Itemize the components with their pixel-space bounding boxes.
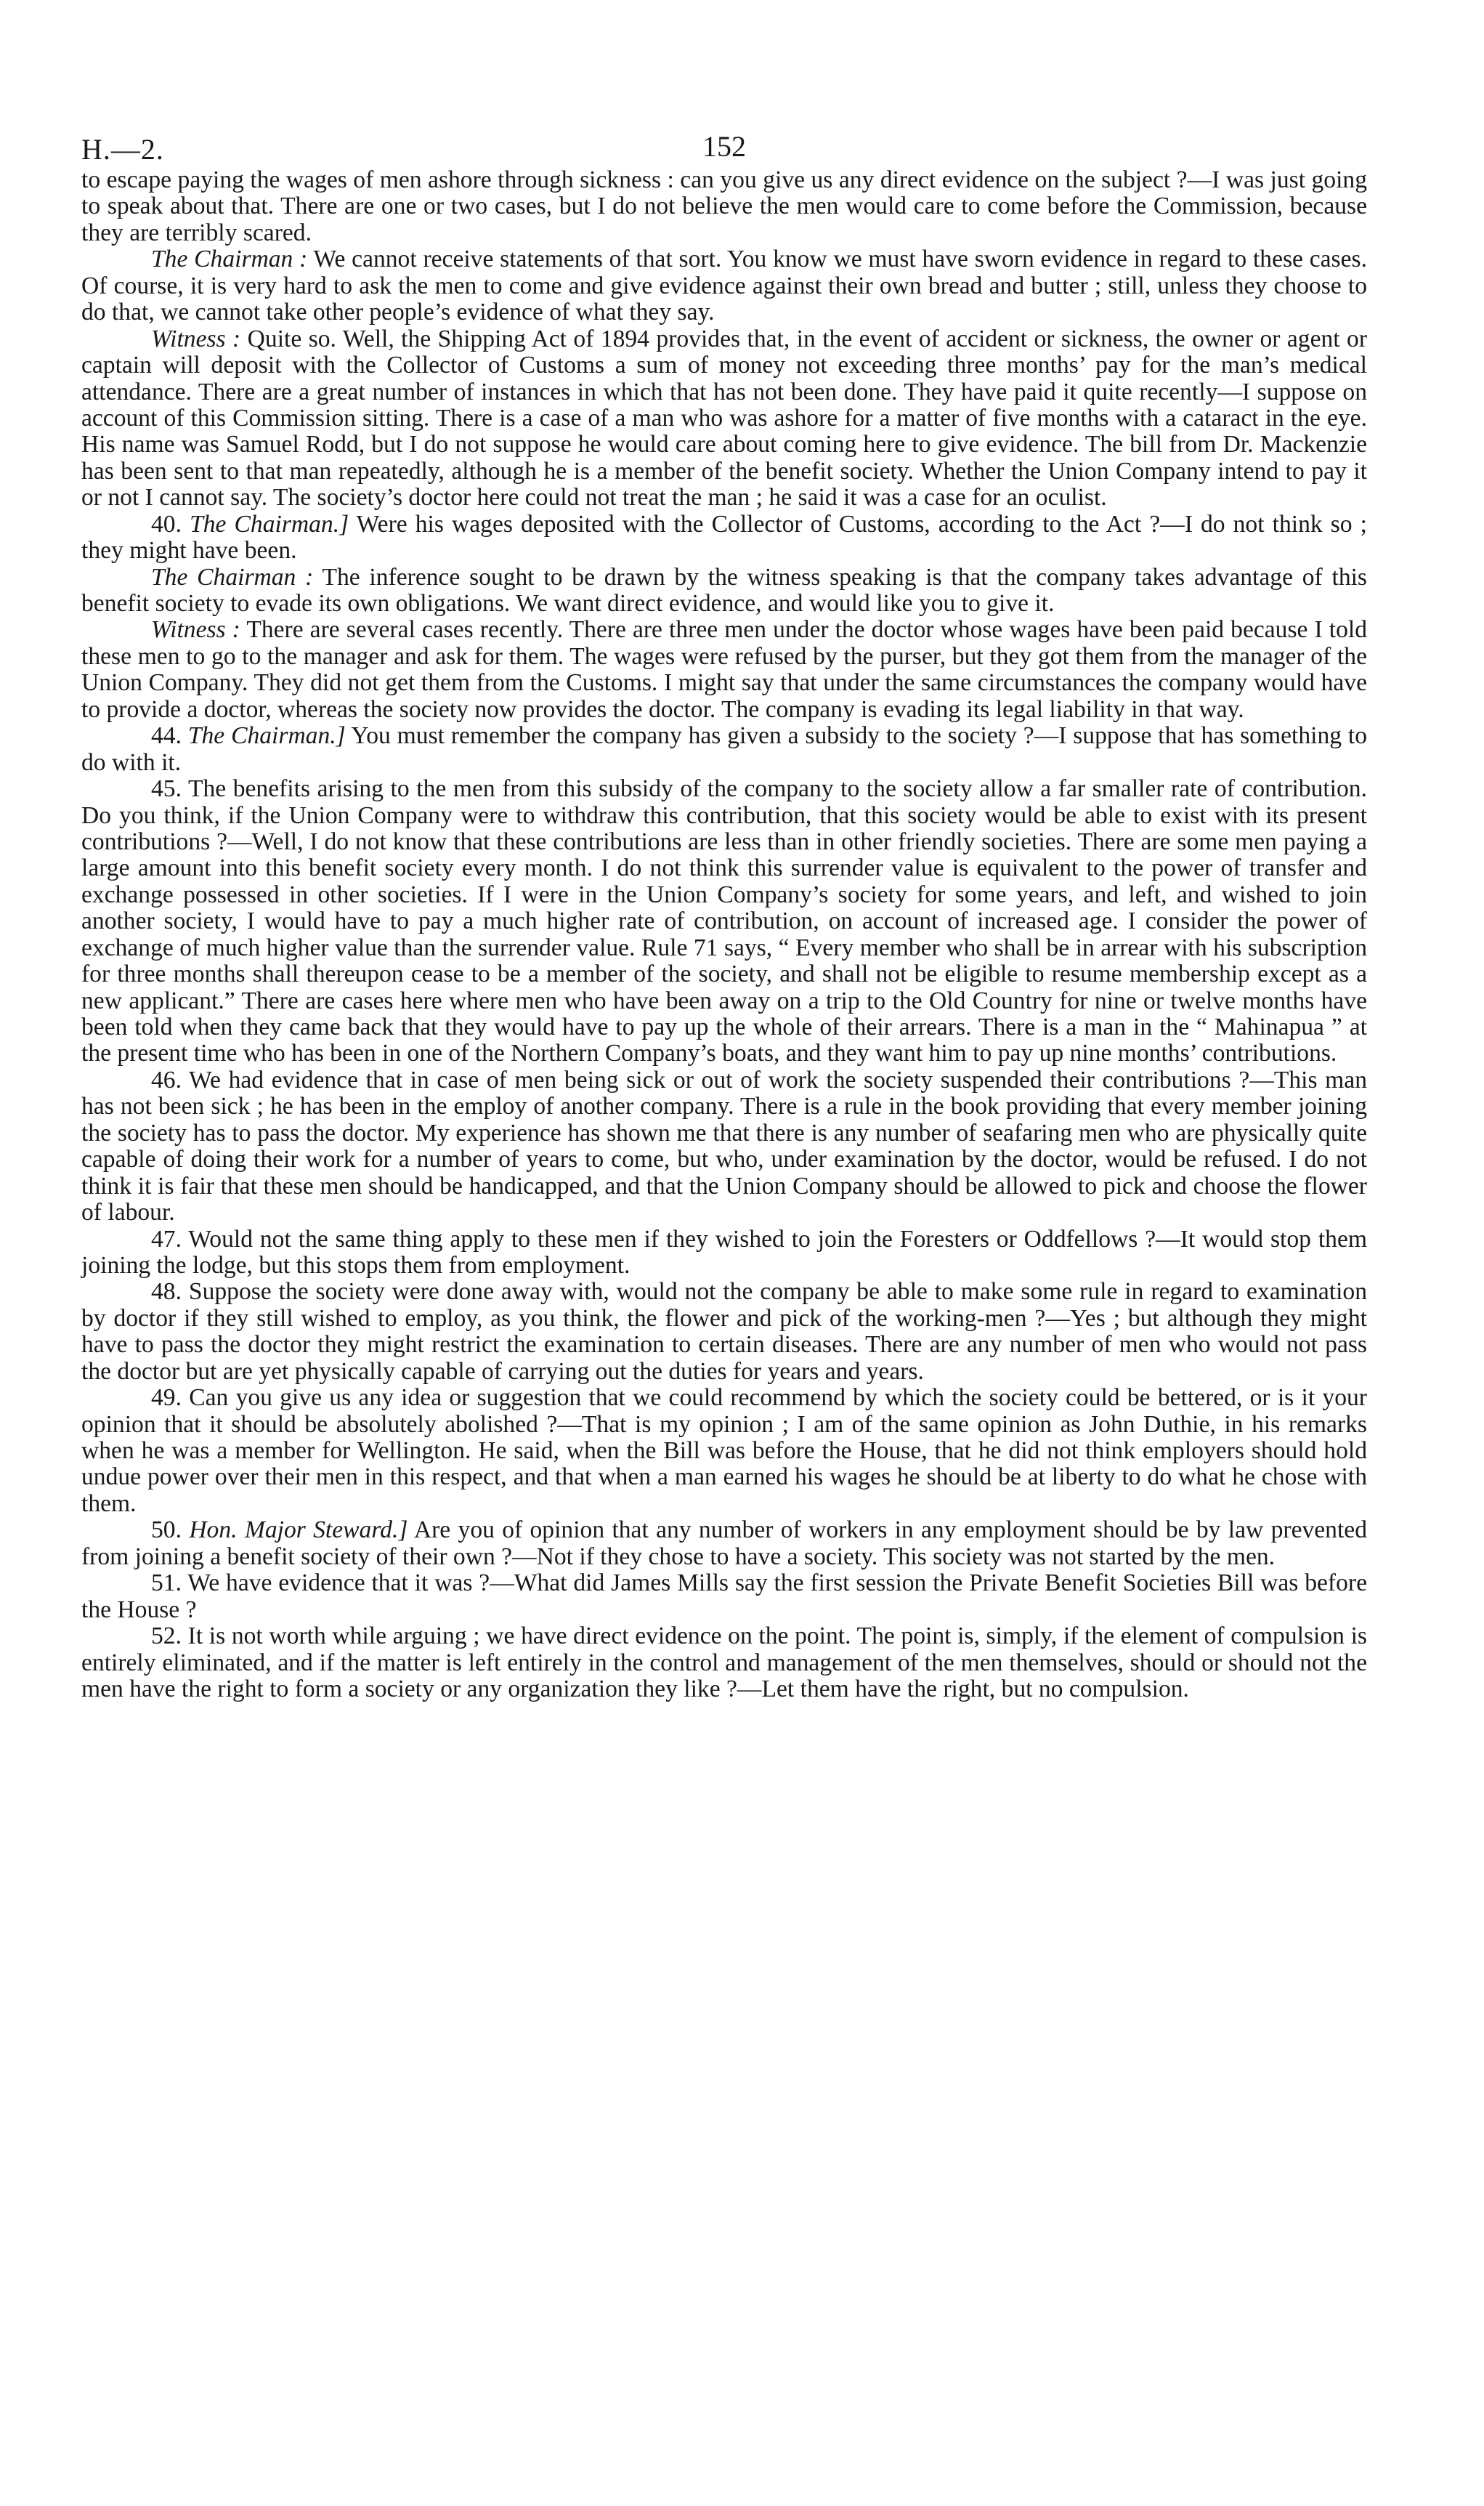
paragraph-text: to escape paying the wages of men ashore through sickness : can you give us any direct evidence on the subject ?—I was just going to speak about that. There are one or two cases, but I do not believe the men would care to come before the Commission, because they are terribly scared. <box>81 166 1367 246</box>
question-number: 46. <box>151 1066 182 1094</box>
paragraph-text: Suppose the society were done away with, would not the company be able to make some rule in regard to examination by doctor if they still wished to employ, as you think, the flower and pick of the working-men ?—Yes ; but although they might have to pass the doctor they might restrict the examination to certain diseases. There are any number of men who would not pass the doctor but are yet physically capable of carrying out the duties for years and years. <box>81 1278 1367 1385</box>
paragraph <box>81 723 1367 776</box>
paragraph-text: We have evidence that it was ?—What did James Mills say the first session the Private Benefit Societies Bill was before the House ? <box>81 1569 1367 1623</box>
paragraph-text: Were his wages deposited with the Collector of Customs, according to the Act ?—I do not think so ; they might have been. <box>81 510 1367 565</box>
question-number: 45. <box>151 775 182 803</box>
paragraph <box>81 617 1367 723</box>
document-reference: H.—2. <box>81 133 164 166</box>
question-number: 40. <box>151 510 182 538</box>
speaker-label: Witness : <box>151 616 240 644</box>
question-number: 48. <box>151 1278 182 1306</box>
question-number: 50. <box>151 1516 182 1544</box>
paragraph <box>81 326 1367 512</box>
speaker-label: The Chairman : <box>151 563 314 591</box>
paragraph-text: We had evidence that in case of men being sick or out of work the society suspended their contributions ?—This man has not been sick ; he has been in the employ of another company. There is a rule in the book providing that every member joining the society has to pass the doctor. My experience has shown me that there is any number of seafaring men who are physically quite capable of doing their work for a number of years to come, but who, under examination by the doctor, would be refused. I do not think it is fair that these men should be handicapped, and that the Union Company should be allowed to pick and choose the flower of labour. <box>81 1066 1367 1226</box>
speaker-label: The Chairman : <box>151 246 308 273</box>
paragraph-text: You must remember the company has given a subsidy to the society ?—I suppose that has something to do with it. <box>81 722 1367 776</box>
paragraph-text: The benefits arising to the men from this subsidy of the company to the society allow a far smaller rate of contribution. Do you think, if the Union Company were to withdraw this contribution, that this society would be able to exist with its present contributions ?—Well, I do not know that these contributions are less than in other friendly societies. There are some men paying a large amount into this benefit society every month. I do not think this surrender value is equivalent to the power of transfer and exchange possessed in other societies. If I were in the Union Company’s society for some years, and left, and wished to join another society, I would have to pay a much higher rate of contribution, on account of increased age. I consider the power of exchange of much higher value than the surrender value. Rule 71 says, “ Every member who shall be in arrear with his subscription for three months shall thereupon cease to be a member of the society, and shall not be eligible to resume membership except as a new applicant.” There are cases here where men who have been away on a trip to the Old Country for nine or twelve months have been told when they came back that they would have to pay up the whole of their arrears. There is a man in the “ Mahinapua ” at the present time who has been in one of the Northern Company’s boats, and they want him to pay up nine months’ contributions. <box>81 775 1367 1067</box>
paragraph-text: We cannot receive statements of that sort. You know we must have sworn evidence in regard to these cases. Of course, it is very hard to ask the men to come and give evidence against their own bread and butter ; still, unless they choose to do that, we cannot take other people’s evidence of what they say. <box>81 246 1367 326</box>
paragraph <box>81 1279 1367 1385</box>
speaker-label: The Chairman.] <box>190 510 349 538</box>
paragraph-text: The inference sought to be drawn by the witness speaking is that the company takes advantage of this benefit society to evade its own obligations. We want direct evidence, and would like you to give it. <box>81 563 1368 617</box>
document-body <box>81 167 1367 1702</box>
speaker-label: Witness : <box>151 325 241 352</box>
paragraph-text: It is not worth while arguing ; we have direct evidence on the point. The point is, simply, if the element of compulsion is entirely eliminated, and if the matter is left entirely in the control and management of the men themselves, should or should not the men have the right to form a society or any organization they like ?—Let them have the right, but no compulsion. <box>81 1622 1367 1702</box>
paragraph <box>81 1570 1367 1623</box>
paragraph <box>81 512 1367 565</box>
paragraph <box>81 776 1367 1067</box>
paragraph <box>81 246 1367 326</box>
speaker-label: The Chairman.] <box>187 722 346 750</box>
paragraph <box>81 1623 1367 1702</box>
question-number: 47. <box>151 1225 182 1253</box>
paragraph <box>81 1517 1367 1570</box>
question-number: 44. <box>151 722 182 750</box>
document-page <box>81 109 1367 2420</box>
paragraph <box>81 565 1367 618</box>
paragraph-text: There are several cases recently. There are three men under the doctor whose wages have been paid because I told these men to go to the manager and ask for them. The wages were refused by the purser, but they got them from the manager of the Union Company. They did not get them from the Customs. I might say that under the same circumstances the company would have to provide a doctor, whereas the society now provides the doctor. The company is evading its legal liability in that way. <box>81 616 1367 723</box>
paragraph <box>81 167 1367 246</box>
paragraph-text: Quite so. Well, the Shipping Act of 1894 provides that, in the event of accident or sickness, the owner or agent or captain will deposit with the Collector of Customs a sum of money not exceeding three months’ pay for the man’s medical attendance. There are a great number of instances in which that has not been done. They have paid it quite recently—I suppose on account of this Commission sitting. There is a case of a man who was ashore for a matter of five months with a cataract in the eye. His name was Samuel Rodd, but I do not suppose he would care about coming here to give evidence. The bill from Dr. Mackenzie has been sent to that man repeatedly, although he is a member of the benefit society. Whether the Union Company intend to pay it or not I cannot say. The society’s doctor here could not treat the man ; he said it was a case for an oculist. <box>81 325 1367 512</box>
page-number: 152 <box>702 130 746 163</box>
speaker-label: Hon. Major Steward.] <box>189 1516 408 1544</box>
paragraph <box>81 1226 1367 1280</box>
paragraph-text: Would not the same thing apply to these men if they wished to join the Foresters or Oddfellows ?—It would stop them joining the lodge, but this stops them from employment. <box>81 1225 1367 1279</box>
page-header <box>81 109 1367 166</box>
paragraph-text: Are you of opinion that any number of workers in any employment should be by law prevented from joining a benefit society of their own ?—Not if they chose to have a society. This society was not started by the men. <box>81 1516 1367 1570</box>
question-number: 51. <box>151 1569 182 1597</box>
question-number: 52. <box>151 1622 182 1650</box>
paragraph <box>81 1385 1367 1517</box>
paragraph-text: Can you give us any idea or suggestion that we could recommend by which the society could be bettered, or is it your opinion that it should be absolutely abolished ?—That is my opinion ; I am of the same opinion as John Duthie, in his remarks when he was a member for Wellington. He said, when the Bill was before the House, that he did not think employers should hold undue power over their men in this respect, and that when a man earned his wages he should be at liberty to do what he chose with them. <box>81 1384 1367 1517</box>
question-number: 49. <box>151 1384 182 1412</box>
paragraph <box>81 1067 1367 1226</box>
